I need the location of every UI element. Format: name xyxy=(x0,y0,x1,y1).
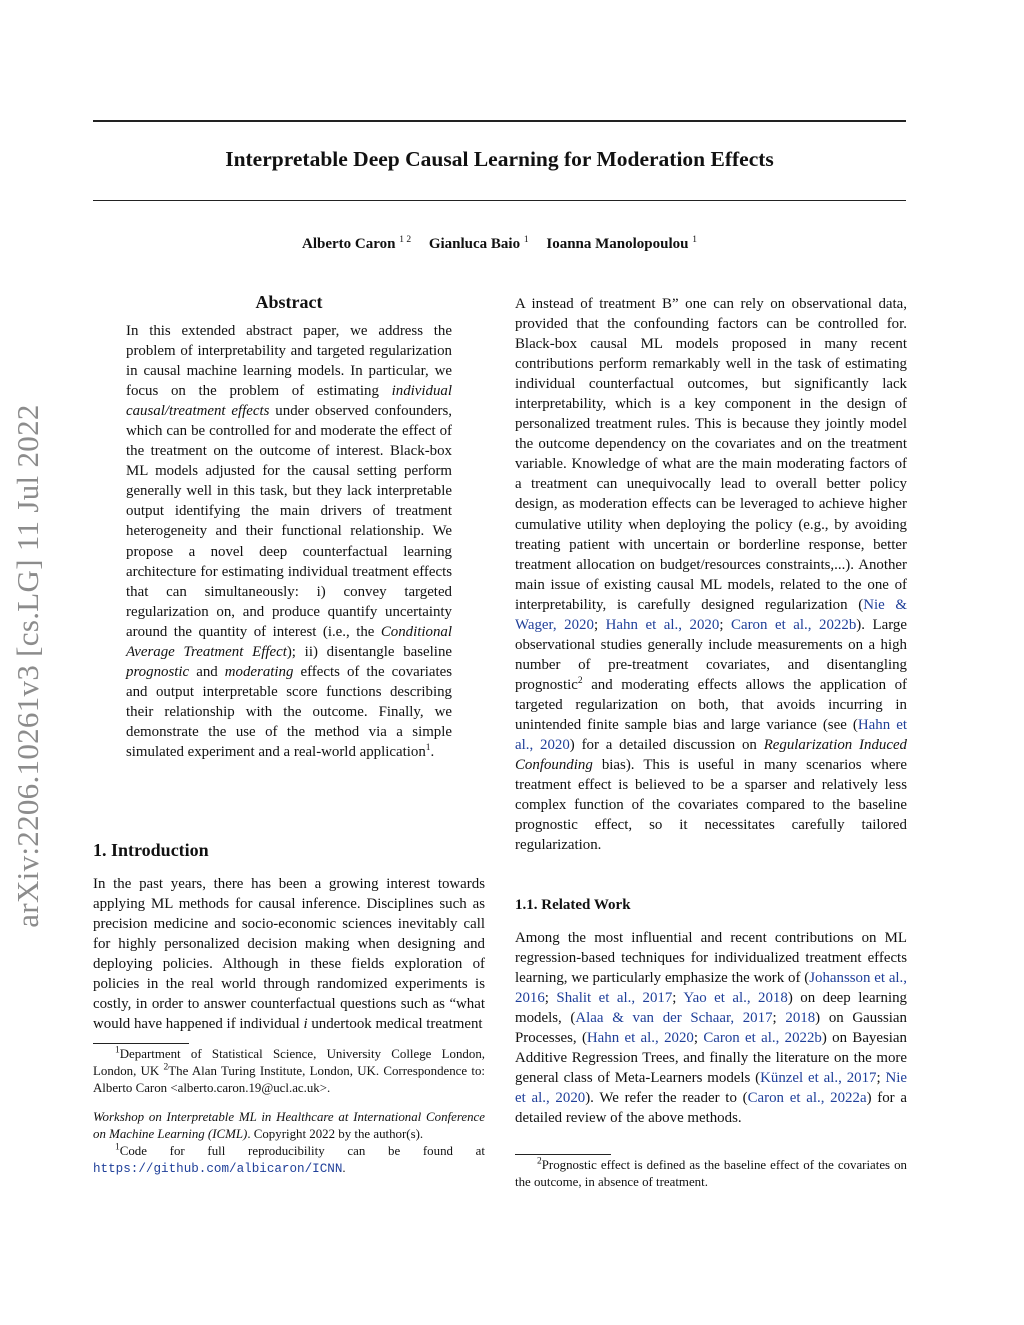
citation[interactable]: Hahn et al., 2020 xyxy=(605,616,720,633)
citation[interactable]: Hahn et al., 2020 xyxy=(515,716,907,754)
code-link[interactable]: https://github.com/albicaron/ICNN xyxy=(93,1162,343,1176)
arxiv-watermark: arXiv:2206.10261v3 [cs.LG] 11 Jul 2022 xyxy=(10,404,45,928)
citation[interactable]: Shalit et al., 2017 xyxy=(556,990,673,1007)
text-run: A instead of treatment B” one can rely on observational data, provided that the confounding factors can be controlled for. Black-box causal ML models proposed in many recent contributions perform remarkably well in the task of estimating individual counterfactual outcomes, but significantly lack interpretability, which is a key component in the design of personalized treatment rules. This is because they jointly model the outcome dependency on the covariates and on the treatment variable. Knowledge of what are the main moderating factors of a treatment can unequivocally lead to overall better policy design, as moderation effects can be leveraged to achieve higher cumulative utility when deploying the policy (e.g., by avoiding treating patient with uncertain or borderline response, better treatment allocation on budget/resources constraints,...). Another main issue of existing causal ML models, related to the one of interpretability, is carefully designed regularization ( xyxy=(515,296,907,613)
citation[interactable]: Hahn et al., 2020 xyxy=(586,1030,694,1047)
abstract-heading: Abstract xyxy=(255,292,323,312)
citation[interactable]: Caron et al., 2022a xyxy=(747,1090,867,1107)
author-list xyxy=(93,236,906,253)
footnote-ref[interactable]: 1 xyxy=(425,743,431,754)
footnote-ref[interactable]: 2 xyxy=(577,675,583,686)
text-run: ; xyxy=(719,616,732,633)
paper-title: Interpretable Deep Causal Learning for Moderation Effects xyxy=(225,147,774,171)
author: Gianluca Baio $^1$ xyxy=(428,235,529,252)
citation[interactable]: Alaa & van der Schaar, 2017 xyxy=(575,1010,773,1027)
citation[interactable]: Nie et al., 2020 xyxy=(515,1070,907,1107)
citation[interactable]: Johansson et al., 2016 xyxy=(515,970,908,1007)
author: Ioanna Manolopoulou $^1$ xyxy=(546,235,697,252)
citation[interactable]: Nie & Wager, 2020 xyxy=(515,596,907,633)
text-run: bias). This is useful in many scenarios where treatment effect is believed to be a sparser and relatively less complex function of the covariates compared to the baseline prognostic effect, so it necessitates carefully tailored regularization. xyxy=(515,757,907,854)
introduction-body-left: In the past years, there has been a growing interest towards applying ML methods for causal inference. Disciplines such as precision medicine and socio-economic sciences inevitably call for highly personalized decision making when designing and deploying policies. Although in these fields exploration of policies in the real world through randomized experiments is costly, in order to answer counterfactual questions such as “what would have happened if individual i undertook medical treatment xyxy=(93,876,485,1033)
footnotes-right: $^2$Prognostic effect is defined as the baseline effect of the covariates on the outcome, in absence of treatment. xyxy=(515,1156,907,1189)
text-run: and moderating effects allows the application of targeted regularization on both, that avoids incurring in unintended finite sample bias and large variance (see ( xyxy=(515,676,907,733)
section-heading-introduction: 1. Introduction xyxy=(93,840,209,860)
citation[interactable]: Caron et al., 2022b xyxy=(731,616,857,633)
text-run: ; xyxy=(593,616,606,633)
section-heading-related-work: 1.1. Related Work xyxy=(515,897,631,913)
citation[interactable]: Caron et al., 2022b xyxy=(703,1030,822,1047)
citation[interactable]: 2018 xyxy=(785,1010,816,1027)
footnotes-left: $^1$Department of Statistical Science, University College London, London, UK $^2$The Alan Turing Institute, London, UK. Correspondence to: Alberto Caron <alberto.caron.19@ucl.ac.uk>. Workshop on Interpretable ML in Healthcare at International Conference on Machine Learning (ICML). Copyright 2022 by the author(s). $^1$Code for full reproducibility can be found at https://github.com/albicaron/ICNN. xyxy=(93,1045,486,1176)
citation[interactable]: Yao et al., 2018 xyxy=(683,990,788,1007)
workshop-notice: Workshop on Interpretable ML in Healthcare at International Conference on Machine Learning (ICML) xyxy=(93,1110,485,1141)
emphasis: Regularization Induced Confounding xyxy=(515,737,907,774)
author: Alberto Caron $^{1 2}$ xyxy=(301,235,412,252)
text-run: ). Large observational studies generally include measurements on a high number of pre-treatment covariates, and disentangling prognostic xyxy=(515,616,907,693)
abstract-body: In this extended abstract paper, we address the problem of interpretability and targeted regularization in causal machine learning models. In particular, we focus on the problem of estimating individual causal/treatment effects under observed confounders, which can be controlled for and moderate the effect of the treatment on the outcome of interest. Black-box ML models adjusted for the causal setting perform generally well in this task, but they lack interpretable output identifying the main drivers of treatment heterogeneity and their functional relationship. We propose a novel deep counterfactual learning architecture for estimating individual treatment effects that can simultaneously: i) convey targeted regularization on, and produce quantify uncertainty around the quantity of interest (i.e., the Conditional Average Treatment Effect); ii) disentangle baseline prognostic and moderating effects of the covariates and output interpretable score functions describing their relationship with the outcome. Finally, we demonstrate the use of the method via a simple simulated experiment and a real-world application$^1$. xyxy=(126,323,452,760)
footnote-rule xyxy=(93,1043,189,1044)
related-work-body: Among the most influential and recent contributions on ML regression-based techniques for individualized treatment effects learning, we particularly emphasize the work of (Johansson et al., 2016; Shalit et al., 2017; Yao et al., 2018) on deep learning models, (Alaa & van der Schaar, 2017; 2018) on Gaussian Processes, (Hahn et al., 2020; Caron et al., 2022b) on Bayesian Additive Regression Trees, and finally the literature on the more general class of Meta-Learners models (Künzel et al., 2017; Nie et al., 2020). We refer the reader to (Caron et al., 2022a) for a detailed review of the above methods. xyxy=(515,930,908,1127)
title-bottom-rule xyxy=(93,200,906,201)
introduction-body-right xyxy=(515,294,907,855)
text-run: ) for a detailed discussion on xyxy=(569,737,764,754)
footnote-rule xyxy=(515,1154,611,1155)
title-top-rule xyxy=(93,120,906,122)
citation[interactable]: Künzel et al., 2017 xyxy=(760,1070,877,1087)
